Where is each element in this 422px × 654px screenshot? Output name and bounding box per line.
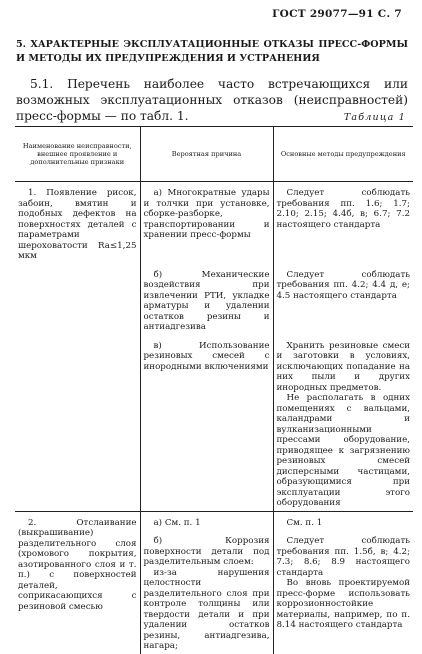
method-item: См. п. 1 (286, 517, 323, 528)
cause-cell (140, 335, 273, 512)
method-item: Следует соблюдать требования пп. 1.6; 1.7; 2.10; 2.15; 4.4б, в; 6.7; 7.2 настоящего стандарта (276, 188, 410, 230)
cause-item: а) Многократные удары и толчки при установке, сборке-разборке, транспортировании и хранении пресс-формы (143, 188, 270, 240)
page-header: ГОСТ 29077—91 С. 7 (272, 8, 402, 20)
cause-item: б) Коррозия поверхности детали под разделительным слоем: (143, 536, 270, 567)
intro-paragraph: 5.1. Перечень наиболее часто встречающихся или возможных эксплуатационных отказов (неисправностей) пресс-формы — по табл. 1. (16, 77, 408, 123)
fault-text: 1. Появление рисок, забоин, вмятин и подобных дефектов на поверхностях деталей с параметрами шероховатости Ra≤1,25 мкм (18, 188, 137, 261)
cause-cell (140, 511, 273, 654)
method-item: Хранить резиновые смеси и заготовки в условиях, исключающих попадание на них пыли и других инородных предметов. (276, 340, 410, 393)
method-item: Не располагать в одних помещениях с вальцами, каландрами и вулканизационными прессами оборудование, приводящее к загрязнению резиновых смесей дисперсными частицами, образующимися при эксплуатации этого оборудования (276, 393, 410, 508)
fault-cell (15, 511, 140, 654)
cause-cell (140, 182, 273, 264)
cause-cell (140, 264, 273, 335)
table-row (15, 182, 413, 264)
cause-item: из-за нарушения целостности разделительного слоя при контроле толщины или твердости детали и при удалении остатков резины, антиадгезива, нагара; (143, 567, 270, 651)
method-cell (273, 335, 413, 512)
cause-item: а) См. п. 1 (153, 517, 201, 528)
table-row (15, 335, 413, 512)
method-cell (273, 511, 413, 654)
method-item: Во вновь проектируемой пресс-форме использовать коррозионностойкие материалы, например, по п. 8.14 настоящего стандарта (276, 578, 410, 630)
fault-cell (15, 182, 140, 264)
table-caption: Таблица 1 (343, 112, 406, 123)
method-item: Следует соблюдать требования пп. 4.2; 4.4 д, е; 4.5 настоящего стандарта (276, 269, 410, 301)
header-methods: Основные методы предупреждения (273, 127, 413, 182)
faults-table (15, 126, 413, 654)
header-fault: Наименование неисправности, внешнее проявление и дополнительные признаки (15, 127, 140, 182)
cause-item: в) Использование резиновых смесей с инородными включениями (143, 340, 270, 372)
table-row (15, 511, 413, 654)
method-item: Следует соблюдать требования пп. 1.5б, в; 4.2; 7.3; 8.6; 8.9 настоящего стандарта (276, 536, 410, 578)
table-header (15, 127, 413, 182)
table-row (15, 264, 413, 335)
method-cell (273, 182, 413, 264)
cause-item: б) Механические воздействия при извлечении РТИ, укладке арматуры и удалении остатков резины и антиадгезива (143, 269, 270, 332)
fault-text: 2. Отслаивание (выкрашивание) разделительного слоя (хромового покрытия, азотированного слоя и т. п.) с поверхностей деталей, соприкасающихся с резиновой смесью (18, 517, 137, 612)
header-cause: Вероятная причина (140, 127, 273, 182)
section-title: 5. ХАРАКТЕРНЫЕ ЭКСПЛУАТАЦИОННЫЕ ОТКАЗЫ ПРЕСС-ФОРМЫ И МЕТОДЫ ИХ ПРЕДУПРЕЖДЕНИЯ И УСТРАНЕНИЯ (16, 39, 408, 64)
method-cell (273, 264, 413, 335)
